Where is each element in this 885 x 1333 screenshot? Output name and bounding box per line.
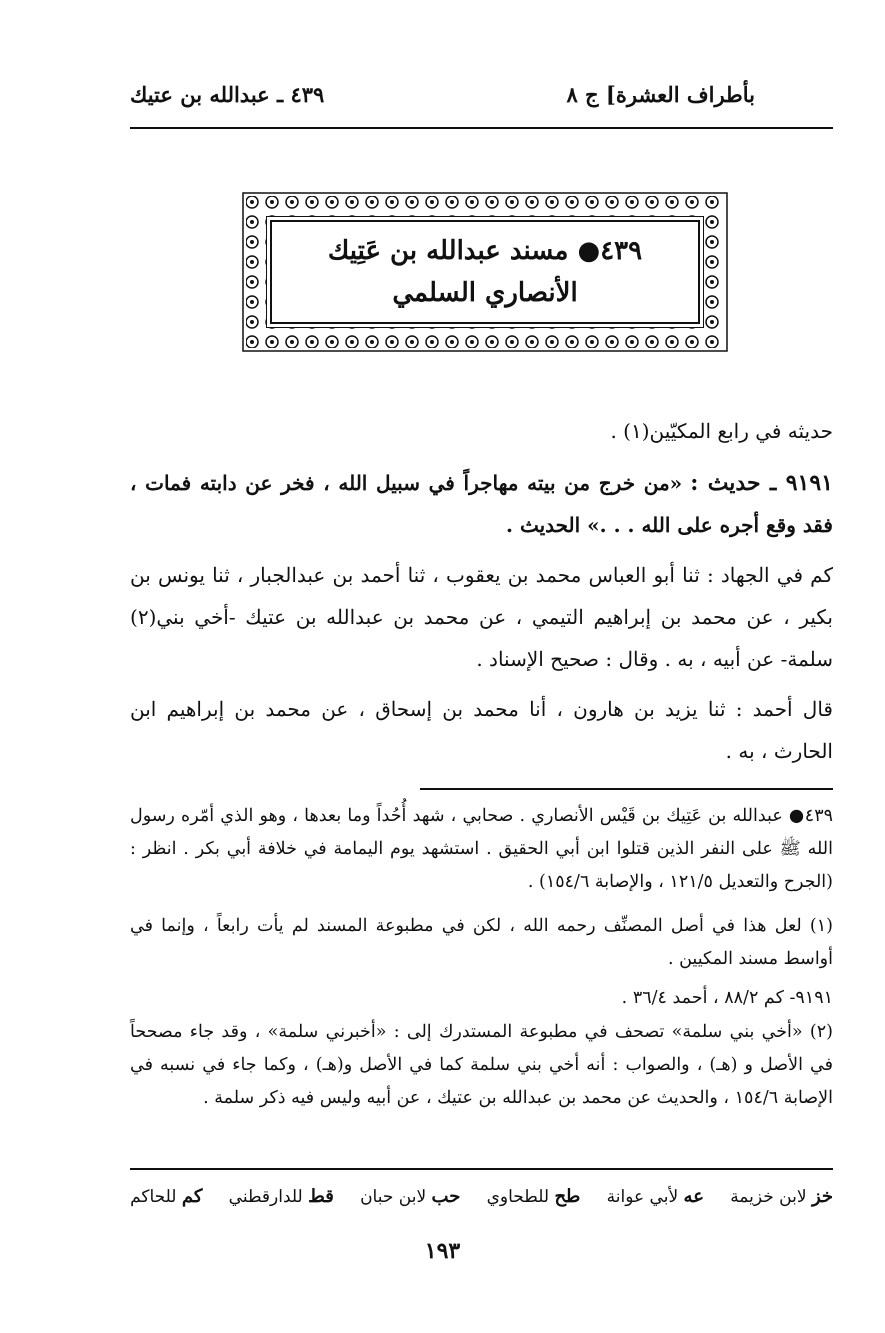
footnote-2: (٢) «أخي بني سلمة» تصحف في مطبوعة المستدرك إلى : «أخبرني سلمة» ، وقد جاء مصححاً في الأصل و (هـ) ، والصواب : أنه أخي بني سلمة كما في الأصل و(هـ) ، وكما جاء في نسبه في الإصابة ١٥٤/٦ ، والحديث عن محمد بن عبدالله بن عتيك ، عن أبيه وليس فيه ذكر سلمة . [130,1022,833,1108]
musnad-title: ٤٣٩● مسند عبدالله بن عَتِيك [327,236,643,266]
footnote-rule [420,788,833,790]
siglum: خز لابن خزيمة [730,1186,833,1207]
footnote-sources: ٩١٩١- كم ٨٨/٢ ، أحمد ٣٦/٤ . [621,988,833,1008]
hadith-number: ٩١٩١ ـ حديث : [690,470,833,496]
footnote-biography: ٤٣٩● عبدالله بن عَتِيك بن قَيْس الأنصاري . صحابي ، شهد أُحُداً وما بعدها ، وهو الذي أمّره رسول الله ﷺ على النفر الذين قتلوا ابن أبي الحقيق . استشهد يوم اليمامة في خلافة أبي بكر . انظر : (الجرح والتعديل ١٢١/٥ ، والإصابة ١٥٤/٦) . [130,806,833,892]
sigla-legend [130,1186,833,1207]
running-head-book: بأطراف العشرة] ج ٨ [566,82,755,107]
title-frame [242,192,728,352]
musnad-subtitle: الأنصاري السلمي [392,278,578,308]
header-rule [130,127,833,129]
sigla-rule [130,1168,833,1170]
title-box [270,220,700,324]
isnad-paragraph-2: قال أحمد : ثنا يزيد بن هارون ، أنا محمد بن إسحاق ، عن محمد بن إبراهيم ابن الحارث ، به . [130,697,833,763]
page-number: ١٩٣ [424,1238,461,1264]
siglum: كم للحاكم [130,1186,203,1207]
siglum: عه لأبي عوانة [606,1186,704,1207]
intro-line: حديثه في رابع المكيّين(١) . [610,419,833,443]
running-head-chapter: ٤٣٩ ـ عبدالله بن عتيك [130,82,325,107]
hadith-text: «من خرج من بيته مهاجراً في سبيل الله ، فخر عن دابته فمات ، فقد وقع أجره على الله . . .» الحديث . [130,471,833,537]
footnote-1: (١) لعل هذا في أصل المصنِّف رحمه الله ، لكن في مطبوعة المسند لم يأت رابعاً ، وإنما في أواسط مسند المكيين . [130,916,833,969]
hadith-entry [130,462,833,546]
siglum: قط للدارقطني [228,1186,334,1207]
siglum: طح للطحاوي [486,1186,581,1207]
isnad-paragraph-1: كم في الجهاد : ثنا أبو العباس محمد بن يعقوب ، ثنا أحمد بن عبدالجبار ، ثنا يونس بن بكير ، عن محمد بن إبراهيم التيمي ، عن محمد بن عبدالله بن عتيك -أخي بني(٢) سلمة- عن أبيه ، به . وقال : صحيح الإسناد . [130,563,834,671]
running-head [130,82,755,112]
siglum: حب لابن حبان [360,1186,461,1207]
